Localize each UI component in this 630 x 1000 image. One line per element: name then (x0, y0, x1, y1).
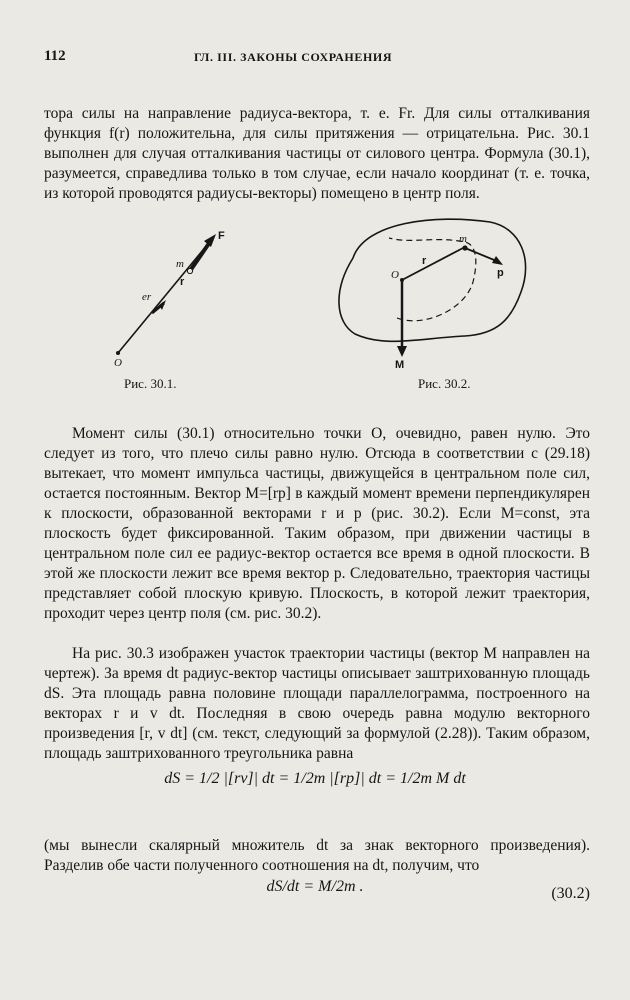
figure-30-2-caption: Рис. 30.2. (418, 376, 471, 391)
chapter-title: ГЛ. III. ЗАКОНЫ СОХРАНЕНИЯ (194, 50, 393, 64)
label-mass: m (459, 233, 467, 245)
formula-area: dS = 1/2 |[rv]| dt = 1/2m |[rp]| dt = 1/2m M dt (164, 770, 466, 787)
page-header (44, 48, 590, 68)
formula-30-2: dS/dt = M/2m . (266, 878, 364, 895)
paragraph-3: На рис. 30.3 изображен участок траектории частицы (вектор M направлен на чертеж). За время dt радиус-вектор частицы описывает заштрихованную площадь dS. Эта площадь равна половине площади параллелограмма, построенного на векторах r и v dt. Последняя в свою очередь равна модулю векторного произведения [r, v dt] (см. текст, следующий за формулой (2.28)). Таким образом, площадь заштрихованного треугольника равна (44, 644, 590, 762)
plane-outline (339, 219, 526, 341)
paragraph-1: тора силы на направление радиуса-вектора, т. е. Fr. Для силы отталкивания функция f(r) положительна, для силы притяжения — отрицательна. Рис. 30.1 выполнен для случая отталкивания частицы от силового центра. Формула (30.1), разумеется, справедлива только в том случае, если начало координат (т. е. точка, из которой проводятся радиусы-векторы) помещено в центр поля. (44, 104, 590, 202)
momentum-arrowhead (492, 256, 503, 265)
label-radius: r (422, 255, 427, 267)
figure-30-2 (325, 210, 535, 375)
label-radius: r (180, 276, 185, 288)
radius-vector (402, 248, 463, 280)
paragraph-4: (мы вынесли скалярный множитель dt за знак векторного произведения). Разделив обе части полученного соотношения на dt, получим, что (44, 836, 590, 874)
figure-30-1-caption: Рис. 30.1. (124, 376, 177, 391)
label-momentum: p (497, 267, 504, 279)
moment-arrowhead (397, 346, 407, 357)
particle-dot (462, 245, 467, 250)
label-mass: m (176, 258, 184, 270)
label-moment: M (395, 359, 405, 371)
figure-30-1 (100, 225, 270, 370)
label-origin: O (114, 357, 122, 369)
origin-dot (116, 351, 120, 355)
paragraph-2: Момент силы (30.1) относительно точки O, очевидно, равен нулю. Это следует из того, что плечо силы равно нулю. Отсюда в соответствии с (29.18) вытекает, что момент импульса частицы, движущейся в центральном поле сил, остается постоянным. Вектор M=[rp] в каждый момент времени перпендикулярен к плоскости, образованной векторами r и p (рис. 30.2). Если M=const, эта плоскость будет фиксированной. Таким образом, при движении частицы в центральном поле сил ее радиус-вектор остается все время в одной плоскости. В этой же плоскости лежит все время вектор p. Следовательно, траектория частицы представляет собой плоскую кривую. Плоскость, в которой лежит траектория, проходит через центр поля (см. рис. 30.2). (44, 424, 590, 622)
label-unit-vector: er (142, 291, 152, 303)
page-number: 112 (44, 48, 66, 64)
label-force: F (218, 230, 225, 242)
particle-dot (187, 268, 192, 273)
equation-number: (30.2) (551, 885, 590, 902)
origin-dot (400, 278, 404, 282)
label-origin: O (391, 269, 399, 281)
